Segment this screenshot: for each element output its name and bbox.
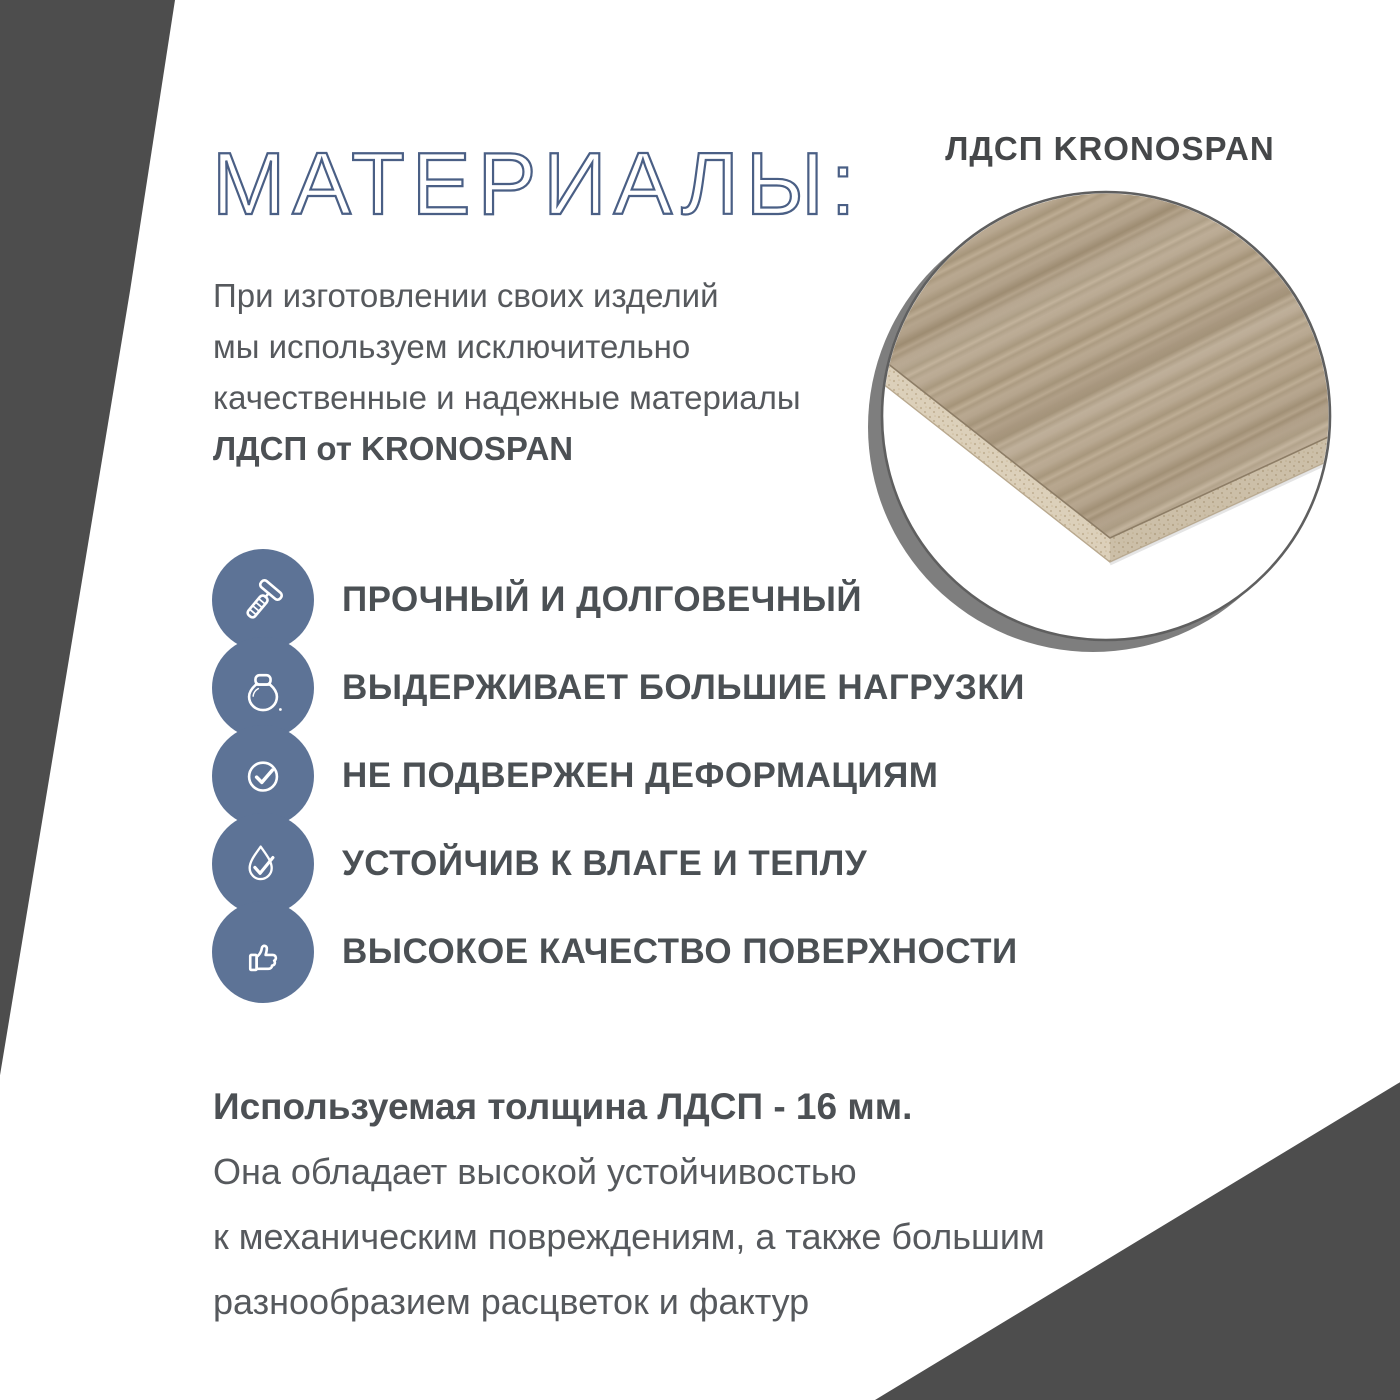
intro-line: мы используем исключительно <box>213 328 691 365</box>
feature-label: УСТОЙЧИВ К ВЛАГЕ И ТЕПЛУ <box>342 844 868 883</box>
kettlebell-icon <box>212 637 314 739</box>
water-drop-check-icon <box>212 813 314 915</box>
feature-row <box>212 725 938 827</box>
footer-line: к механическим повреждениям, а также большим <box>213 1216 1045 1257</box>
feature-row <box>212 637 1025 739</box>
intro-line-bold: ЛДСП от KRONOSPAN <box>213 430 574 467</box>
feature-label: НЕ ПОДВЕРЖЕН ДЕФОРМАЦИЯМ <box>342 756 939 795</box>
footer-line: Она обладает высокой устойчивостью <box>213 1151 857 1192</box>
chipboard-sample-illustration <box>865 180 1345 660</box>
check-circle-icon <box>212 725 314 827</box>
intro-paragraph <box>213 270 801 474</box>
hammer-icon <box>212 549 314 651</box>
material-sample-label: ЛДСП KRONOSPAN <box>945 130 1275 167</box>
intro-line: При изготовлении своих изделий <box>213 277 719 314</box>
feature-label: ПРОЧНЫЙ И ДОЛГОВЕЧНЫЙ <box>342 580 863 619</box>
material-sample-image <box>865 180 1345 660</box>
thumbs-up-icon <box>212 901 314 1003</box>
feature-row <box>212 901 1018 1003</box>
feature-label: ВЫСОКОЕ КАЧЕСТВО ПОВЕРХНОСТИ <box>342 932 1018 971</box>
feature-label: ВЫДЕРЖИВАЕТ БОЛЬШИЕ НАГРУЗКИ <box>342 668 1025 707</box>
feature-row <box>212 549 862 651</box>
footer-line-bold: Используемая толщина ЛДСП - 16 мм. <box>213 1086 913 1127</box>
intro-line: качественные и надежные материалы <box>213 379 801 416</box>
page-title: МАТЕРИАЛЫ: <box>212 134 863 233</box>
footer-paragraph <box>213 1074 1045 1334</box>
footer-line: разнообразием расцветок и фактур <box>213 1281 810 1322</box>
feature-row <box>212 813 867 915</box>
